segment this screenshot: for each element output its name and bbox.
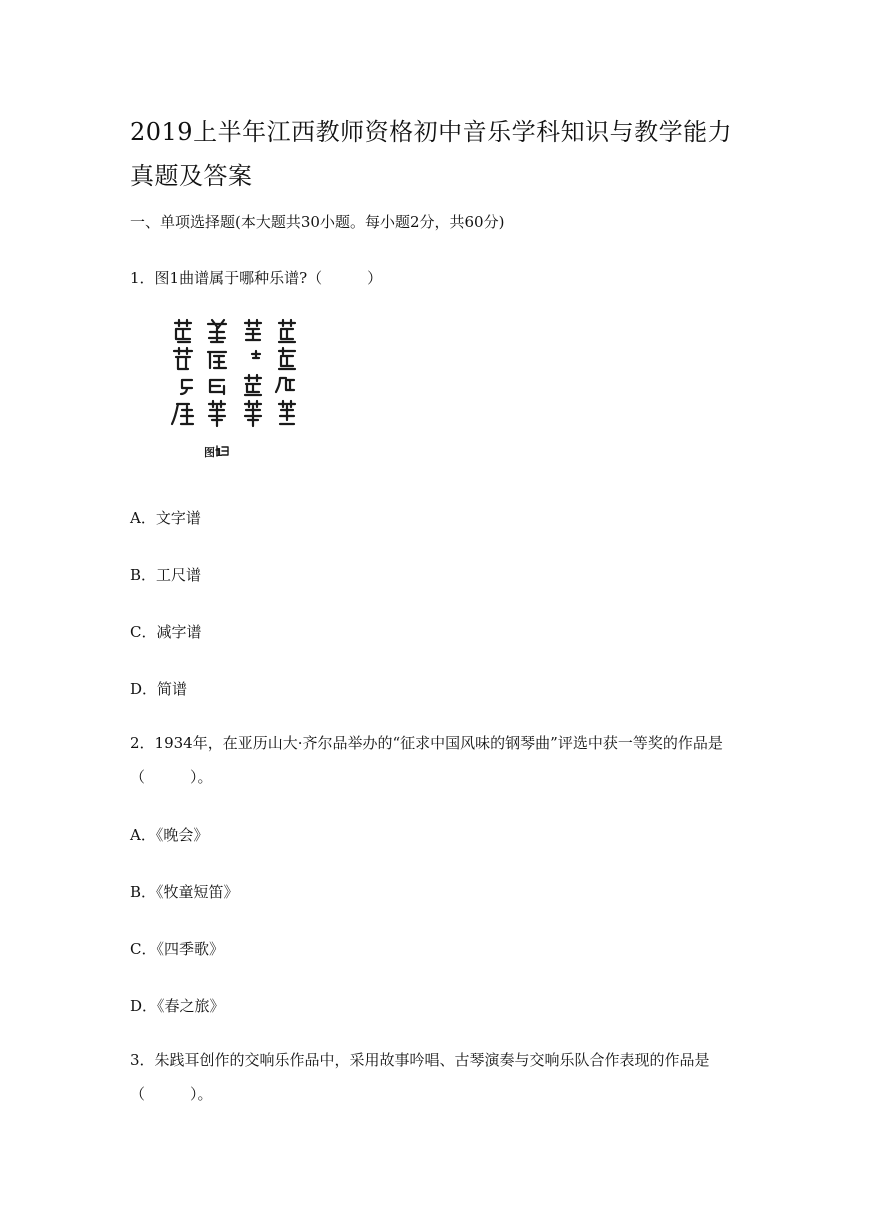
question-1-option-c: C．减字谱 [130, 623, 202, 641]
question-1-option-b: B．工尺谱 [130, 566, 202, 584]
question-2-option-a: A．《晚会》 [130, 826, 209, 844]
section-heading: 一、单项选择题(本大题共30小题。每小题2分，共60分) [130, 213, 505, 231]
question-3-stem: 3．朱践耳创作的交响乐作品中，采用故事吟唱、古琴演奏与交响乐队合作表现的作品是（ ）。 [130, 1051, 710, 1103]
notation-figure-image [128, 318, 308, 463]
question-1-stem: 1．图1曲谱属于哪种乐谱?（ ） [130, 269, 383, 287]
question-2-stem: 2．1934年，在亚历山大·齐尔品举办的“征求中国风味的钢琴曲”评选中获一等奖的作品是（ ）。 [130, 734, 723, 786]
document-title: 2019上半年江西教师资格初中音乐学科知识与教学能力真题及答案 [130, 118, 733, 190]
question-1-option-a: A．文字谱 [130, 509, 201, 527]
question-2-option-d: D．《春之旅》 [130, 997, 225, 1015]
guqin-notation-figure [128, 318, 308, 463]
question-2-option-b: B．《牧童短笛》 [130, 883, 239, 901]
question-1-option-d: D．简谱 [130, 680, 188, 698]
question-2-option-c: C．《四季歌》 [130, 940, 224, 958]
figure-caption: 图1 [204, 446, 223, 459]
